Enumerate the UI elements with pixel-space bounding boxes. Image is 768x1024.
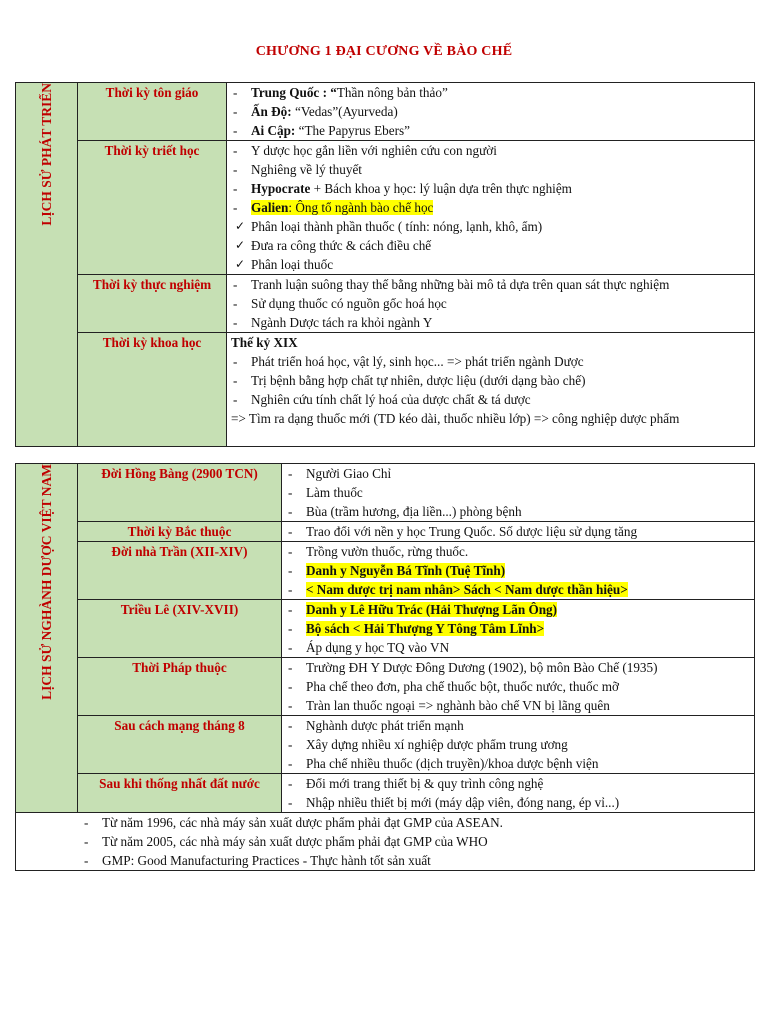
period-french: Thời Pháp thuộc (78, 658, 282, 716)
list-item: - Nghiên cứu tính chất lý hoá của dược chất & tá dược (231, 390, 750, 409)
list-item: - Làm thuốc (286, 483, 750, 502)
period-hong-bang: Đời Hồng Bàng (2900 TCN) (78, 464, 282, 522)
list-item: - Áp dụng y học TQ vào VN (286, 638, 750, 657)
period-bac-thuoc-content (282, 522, 755, 542)
list-item: - Hypocrate + Bách khoa y học: lý luận dựa trên thực nghiệm (231, 179, 750, 198)
period-philosophy-content (227, 141, 755, 275)
list-item: - Ấn Độ: “Vedas”(Ayurveda) (231, 102, 750, 121)
period-tran: Đời nhà Trần (XII-XIV) (78, 542, 282, 600)
vietnam-table (15, 463, 755, 871)
list-item: - Nhập nhiều thiết bị mới (máy dập viên, đóng nang, ép vỉ...) (286, 793, 750, 812)
list-item: - Trị bệnh bằng hợp chất tự nhiên, dược liệu (dưới dạng bào chế) (231, 371, 750, 390)
period-reunification: Sau khi thống nhất đất nước (78, 774, 282, 813)
period-experimental-content (227, 275, 755, 333)
list-item: - Danh y Lê Hữu Trác (Hải Thượng Lãn Ông) (286, 600, 750, 619)
list-item: - Y dược học gắn liền với nghiên cứu con người (231, 141, 750, 160)
list-item: - Pha chế theo đơn, pha chế thuốc bột, thuốc nước, thuốc mỡ (286, 677, 750, 696)
list-item: - Galien: Ông tổ ngành bào chế học (231, 198, 750, 217)
gmp-footer (16, 813, 755, 871)
period-religious: Thời kỳ tôn giáo (78, 83, 227, 141)
list-item: - Nghiêng về lý thuyết (231, 160, 750, 179)
list-item: - Xây dựng nhiều xí nghiệp dược phẩm trung ương (286, 735, 750, 754)
list-item: - Trồng vườn thuốc, rừng thuốc. (286, 542, 750, 561)
period-religious-content (227, 83, 755, 141)
history-side-label-cell (16, 83, 78, 447)
period-scientific-content (227, 333, 755, 447)
check-item: ✓ Phân loại thuốc (231, 255, 750, 274)
list-item: - Tranh luận suông thay thế bằng những bài mô tả dựa trên quan sát thực nghiệm (231, 275, 750, 294)
list-item: - Từ năm 1996, các nhà máy sản xuất dược phẩm phải đạt GMP của ASEAN. (82, 813, 750, 832)
list-item: - Danh y Nguyễn Bá Tĩnh (Tuệ Tĩnh) (286, 561, 750, 580)
check-item: ✓ Phân loại thành phần thuốc ( tính: nóng, lạnh, khô, ẩm) (231, 217, 750, 236)
period-tran-content (282, 542, 755, 600)
list-item: - Trường ĐH Y Dược Đông Dương (1902), bộ môn Bào Chế (1935) (286, 658, 750, 677)
period-french-content (282, 658, 755, 716)
list-item: - Bùa (trầm hương, địa liền...) phòng bệnh (286, 502, 750, 521)
century-heading: Thế kỷ XIX (231, 335, 298, 350)
list-item: - Bộ sách < Hải Thượng Y Tông Tâm Lĩnh> (286, 619, 750, 638)
list-item: - Pha chế nhiều thuốc (dịch truyền)/khoa dược bệnh viện (286, 754, 750, 773)
history-table (15, 82, 755, 447)
vietnam-side-label-cell (16, 464, 78, 813)
period-bac-thuoc: Thời kỳ Bắc thuộc (78, 522, 282, 542)
period-le: Triều Lê (XIV-XVII) (78, 600, 282, 658)
list-item: - Trung Quốc : “Thần nông bản thảo” (231, 83, 750, 102)
check-item: ✓ Đưa ra công thức & cách điều chế (231, 236, 750, 255)
history-side-label: LỊCH SỬ PHÁT TRIỂN (39, 83, 54, 226)
period-august-revolution-content (282, 716, 755, 774)
period-philosophy: Thời kỳ triết học (78, 141, 227, 275)
list-item: - Từ năm 2005, các nhà máy sản xuất dược phẩm phải đạt GMP của WHO (82, 832, 750, 851)
list-item: - Phát triển hoá học, vật lý, sinh học... => phát triển ngành Dược (231, 352, 750, 371)
list-item: - Ai Cập: “The Papyrus Ebers” (231, 121, 750, 140)
chapter-title: CHƯƠNG 1 ĐẠI CƯƠNG VỀ BÀO CHẾ (255, 44, 513, 59)
list-item: - Người Giao Chỉ (286, 464, 750, 483)
list-item: - Đổi mới trang thiết bị & quy trình công nghệ (286, 774, 750, 793)
list-item: - Sử dụng thuốc có nguồn gốc hoá học (231, 294, 750, 313)
list-item: - Nghành dược phát triển mạnh (286, 716, 750, 735)
period-august-revolution: Sau cách mạng tháng 8 (78, 716, 282, 774)
list-item: - Ngành Dược tách ra khỏi ngành Y (231, 313, 750, 332)
list-item: - GMP: Good Manufacturing Practices - Thực hành tốt sản xuất (82, 851, 750, 870)
period-reunification-content (282, 774, 755, 813)
vietnam-side-label: LỊCH SỬ NGHÀNH DƯỢC VIỆT NAM (39, 464, 54, 700)
period-le-content (282, 600, 755, 658)
period-experimental: Thời kỳ thực nghiệm (78, 275, 227, 333)
period-hong-bang-content (282, 464, 755, 522)
conclusion-text: => Tìm ra dạng thuốc mới (TD kéo dài, thuốc nhiều lớp) => công nghiệp dược phẩm (231, 411, 680, 426)
list-item: - Tràn lan thuốc ngoại => nghành bào chế VN bị lãng quên (286, 696, 750, 715)
list-item: - Trao đổi với nền y học Trung Quốc. Số dược liệu sử dụng tăng (286, 522, 750, 541)
list-item: - < Nam dược trị nam nhân> Sách < Nam dược thần hiệu> (286, 580, 750, 599)
period-scientific: Thời kỳ khoa học (78, 333, 227, 447)
